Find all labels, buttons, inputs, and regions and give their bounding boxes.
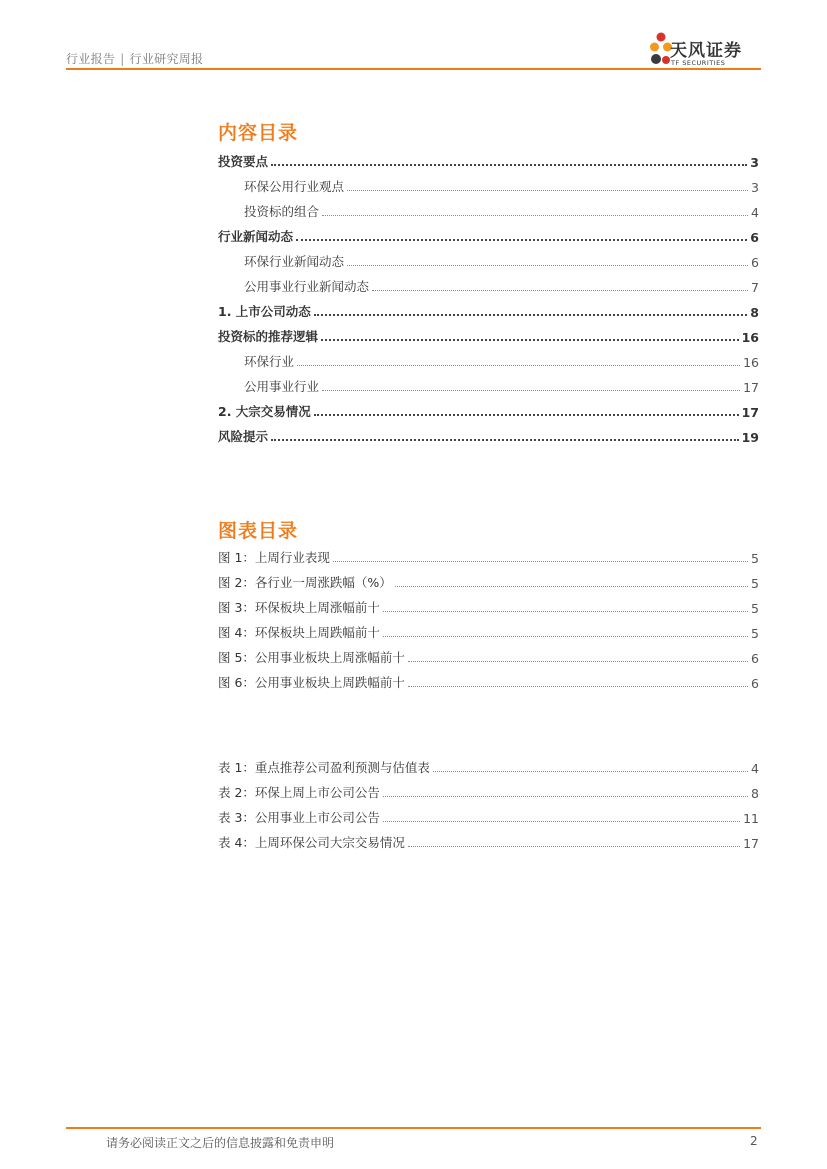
toc-entry[interactable] [218, 150, 759, 170]
header-breadcrumb [66, 50, 203, 67]
toc-entry-page: 16 [741, 330, 759, 345]
dot-leader [297, 364, 740, 366]
figure-entry-page: 6 [751, 676, 759, 691]
dot-leader [347, 264, 748, 266]
dot-leader [322, 214, 748, 216]
dot-leader [408, 845, 740, 847]
dot-leader [347, 189, 748, 191]
toc-entry[interactable] [218, 375, 759, 395]
table-entry-label: 表 2：环保上周上市公司公告 [218, 785, 380, 800]
dot-leader [322, 389, 740, 391]
dot-leader [333, 560, 748, 562]
header-separator: | [120, 52, 125, 66]
toc-entry-page: 16 [743, 355, 759, 370]
toc-entry-label: 2. 大宗交易情况 [218, 404, 311, 419]
table-entry-page: 4 [751, 761, 759, 776]
toc-entry-page: 17 [743, 380, 759, 395]
figure-entry-page: 6 [751, 651, 759, 666]
toc-entry-page: 4 [751, 205, 759, 220]
figure-entry[interactable] [218, 646, 759, 666]
dot-leader [383, 820, 740, 822]
toc-entry-label: 行业新闻动态 [218, 229, 294, 244]
toc-entry[interactable] [218, 200, 759, 220]
figure-entry-label: 图 6：公用事业板块上周跌幅前十 [218, 675, 405, 690]
toc-entry[interactable] [218, 400, 759, 420]
table-entry-label: 表 3：公用事业上市公司公告 [218, 810, 380, 825]
dot-leader [408, 685, 748, 687]
toc-entry-label: 风险提示 [218, 429, 269, 444]
figure-entry-label: 图 1：上周行业表现 [218, 550, 330, 565]
figure-entry[interactable] [218, 671, 759, 691]
toc-entry[interactable] [218, 325, 759, 345]
dot-leader [314, 313, 747, 316]
toc-entry-page: 8 [750, 305, 759, 320]
dot-leader [271, 163, 747, 166]
table-entry[interactable] [218, 756, 759, 776]
dot-leader [395, 585, 748, 587]
toc-entry-page: 19 [741, 430, 759, 445]
table-entry-label: 表 4：上周环保公司大宗交易情况 [218, 835, 405, 850]
figure-entry-page: 5 [751, 551, 759, 566]
figure-entry[interactable] [218, 596, 759, 616]
figures-title: 图表目录 [218, 520, 299, 542]
dot-leader [314, 413, 739, 416]
footer-rule [66, 1127, 761, 1129]
toc-entry-page: 6 [750, 230, 759, 245]
figure-entry[interactable] [218, 621, 759, 641]
figure-entry-page: 5 [751, 626, 759, 641]
toc-entry-page: 6 [751, 255, 759, 270]
toc-entry-label: 投资标的组合 [244, 204, 320, 219]
dot-leader [372, 289, 748, 291]
toc-entry-label: 投资要点 [218, 154, 269, 169]
toc-entry-page: 17 [741, 405, 759, 420]
table-entry[interactable] [218, 781, 759, 801]
toc-entry-page: 3 [751, 180, 759, 195]
figure-entry-label: 图 3：环保板块上周涨幅前十 [218, 600, 380, 615]
toc-entry-label: 环保行业新闻动态 [244, 254, 345, 269]
toc-entry[interactable] [218, 275, 759, 295]
toc-entry-label: 环保公用行业观点 [244, 179, 345, 194]
dot-leader [433, 770, 748, 772]
figure-entry-page: 5 [751, 576, 759, 591]
figure-entry[interactable] [218, 546, 759, 566]
logo-wordmark: 天风证券 [670, 41, 742, 61]
dot-leader [383, 635, 748, 637]
toc-entry-label: 环保行业 [244, 354, 295, 369]
dot-leader [271, 438, 739, 441]
report-type: 行业报告 [66, 52, 116, 66]
dot-leader [408, 660, 748, 662]
toc-entry[interactable] [218, 175, 759, 195]
toc-entry[interactable] [218, 350, 759, 370]
table-entry[interactable] [218, 831, 759, 851]
page-number: 2 [750, 1134, 758, 1148]
toc-entry[interactable] [218, 225, 759, 245]
table-entry[interactable] [218, 806, 759, 826]
dot-leader [321, 338, 739, 341]
contents-title: 内容目录 [218, 122, 299, 144]
header-rule [66, 68, 761, 70]
toc-entry-label: 公用事业行业 [244, 379, 320, 394]
figure-entry-page: 5 [751, 601, 759, 616]
figure-entry-label: 图 4：环保板块上周跌幅前十 [218, 625, 380, 640]
figure-entry[interactable] [218, 571, 759, 591]
logo-subtitle: TF SECURITIES [671, 59, 726, 67]
toc-entry[interactable] [218, 300, 759, 320]
toc-entry-label: 投资标的推荐逻辑 [218, 329, 319, 344]
toc-entry-label: 1. 上市公司动态 [218, 304, 311, 319]
table-entry-page: 17 [743, 836, 759, 851]
toc-entry[interactable] [218, 250, 759, 270]
table-entry-page: 11 [743, 811, 759, 826]
toc-entry[interactable] [218, 425, 759, 445]
toc-entry-page: 3 [750, 155, 759, 170]
figure-entry-label: 图 2：各行业一周涨跌幅（%） [218, 575, 392, 590]
toc-entry-page: 7 [751, 280, 759, 295]
footer-disclaimer: 请务必阅读正文之后的信息披露和免责申明 [106, 1136, 335, 1150]
dot-leader [296, 238, 747, 241]
table-entry-label: 表 1：重点推荐公司盈利预测与估值表 [218, 760, 430, 775]
dot-leader [383, 610, 748, 612]
table-entry-page: 8 [751, 786, 759, 801]
toc-entry-label: 公用事业行业新闻动态 [244, 279, 370, 294]
report-subtype: 行业研究周报 [129, 52, 204, 66]
figure-entry-label: 图 5：公用事业板块上周涨幅前十 [218, 650, 405, 665]
dot-leader [383, 795, 748, 797]
